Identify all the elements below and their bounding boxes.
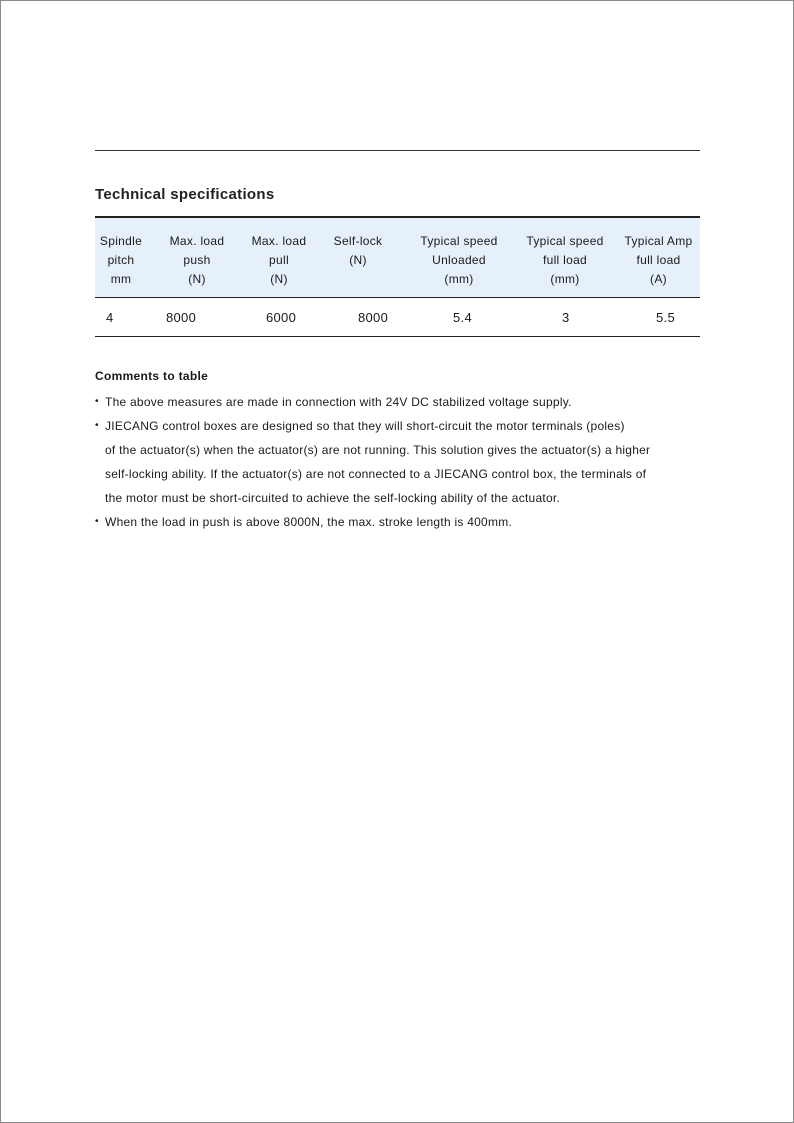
header-self-lock: Self-lock (N) [311, 217, 405, 298]
header-spindle-pitch: Spindle pitch mm [95, 217, 147, 298]
cell-amp-full-load: 5.5 [617, 298, 700, 337]
header-typical-amp-full-load: Typical Amp full load (A) [617, 217, 700, 298]
bullet-icon: • [95, 420, 99, 431]
cell-speed-unloaded: 5.4 [405, 298, 513, 337]
comment-text: self-locking ability. If the actuator(s) are not connected to a JIECANG control box, the terminals of [105, 467, 647, 481]
comment-text: JIECANG control boxes are designed so that they will short-circuit the motor terminals (poles) [105, 419, 625, 433]
header-typical-speed-full-load: Typical speed full load (mm) [513, 217, 617, 298]
top-divider [95, 150, 700, 151]
cell-self-lock: 8000 [311, 298, 405, 337]
section-title: Technical specifications [95, 186, 275, 203]
comment-text: The above measures are made in connection with 24V DC stabilized voltage supply. [105, 395, 572, 409]
header-max-load-pull: Max. load pull (N) [247, 217, 311, 298]
header-typical-speed-unloaded: Typical speed Unloaded (mm) [405, 217, 513, 298]
cell-max-load-push: 8000 [147, 298, 247, 337]
list-item [95, 414, 705, 510]
bullet-icon: • [95, 516, 99, 527]
list-item [95, 510, 705, 534]
table-row [95, 298, 700, 337]
table-header-row [95, 217, 700, 298]
comments-title: Comments to table [95, 369, 209, 383]
cell-max-load-pull: 6000 [247, 298, 311, 337]
cell-spindle-pitch: 4 [95, 298, 147, 337]
list-item [95, 390, 705, 414]
spec-table [95, 216, 700, 337]
comment-text: When the load in push is above 8000N, the max. stroke length is 400mm. [105, 515, 513, 529]
comments-list [95, 390, 705, 534]
bullet-icon: • [95, 396, 99, 407]
header-max-load-push: Max. load push (N) [147, 217, 247, 298]
cell-speed-full-load: 3 [513, 298, 617, 337]
comment-text: the motor must be short-circuited to achieve the self-locking ability of the actuator. [105, 491, 561, 505]
comment-text: of the actuator(s) when the actuator(s) are not running. This solution gives the actuator(s) a higher [105, 443, 651, 457]
